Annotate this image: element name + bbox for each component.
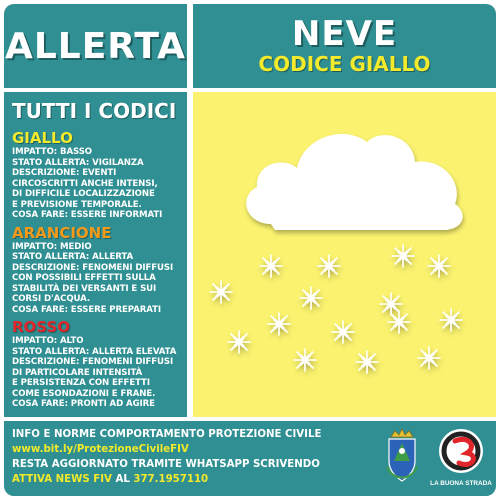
level-line: IMPATTO: MEDIO <box>12 241 92 252</box>
partner-logo-text: LA BUONA STRADA <box>430 480 492 487</box>
level-line: DI PARTICOLARE INTENSITÀ <box>12 367 143 378</box>
level-line: IMPATTO: ALTO <box>12 336 84 346</box>
codes-panel <box>4 92 187 417</box>
level-line: CON POSSIBILI EFFETTI SULLA <box>12 273 156 283</box>
footer-info: INFO E NORME COMPORTAMENTO PROTEZIONE CIVILE <box>12 429 322 440</box>
level-giallo-title: GIALLO <box>12 129 73 147</box>
level-line: E PERSISTENZA CON EFFETTI <box>12 378 150 388</box>
whatsapp-number[interactable]: 377.1957110 <box>133 474 209 485</box>
codes-title: TUTTI I CODICI <box>12 99 177 123</box>
level-line: DI DIFFICILE LOCALIZZAZIONE <box>12 189 155 199</box>
level-line: E PREVISIONE TEMPORALE. <box>12 199 142 210</box>
level-line: STATO ALLERTA: ALLERTA ELEVATA <box>12 346 177 357</box>
snow-illustration <box>193 92 496 417</box>
whatsapp-connector: AL <box>115 474 130 485</box>
level-line: STABILITÀ DEI VERSANTI E SUI <box>12 283 157 294</box>
level-rosso-title: ROSSO <box>12 318 70 336</box>
hazard-title: NEVE <box>291 14 398 54</box>
level-arancione-title: ARANCIONE <box>12 223 112 242</box>
level-arancione <box>12 225 179 316</box>
footer-whatsapp-info: RESTA AGGIORNATO TRAMITE WHATSAPP SCRIVENDO <box>12 459 320 470</box>
level-line: DESCRIZIONE: EVENTI <box>12 168 117 178</box>
level-line: COSA FARE: ESSERE PREPARATI <box>12 304 162 315</box>
level-line: IMPATTO: BASSO <box>12 147 92 157</box>
snow-cloud-icon <box>193 92 496 417</box>
level-line: COSA FARE: PRONTI AD AGIRE <box>12 399 155 409</box>
hazard-header <box>193 4 496 88</box>
level-giallo <box>12 130 179 221</box>
level-line: CORSI D'ACQUA. <box>12 294 91 304</box>
snowflakes <box>210 245 462 373</box>
footer-link[interactable]: www.bit.ly/ProtezioneCivileFIV <box>12 444 189 455</box>
level-line: STATO ALLERTA: VIGILANZA <box>12 157 144 168</box>
level-line: DESCRIZIONE: FENOMENI DIFFUSI <box>12 357 174 367</box>
alert-label: ALLERTA <box>4 25 187 67</box>
alert-header <box>4 4 187 88</box>
cloud-icon <box>246 134 462 230</box>
municipal-crest-icon <box>385 427 419 489</box>
partner-logo <box>429 425 493 491</box>
level-line: DESCRIZIONE: FENOMENI DIFFUSI <box>12 262 174 273</box>
level-line: COME ESONDAZIONI E FRANE. <box>12 388 156 399</box>
alert-code: CODICE GIALLO <box>258 52 431 76</box>
level-rosso <box>12 319 179 410</box>
footer <box>4 421 496 496</box>
level-line: COSA FARE: ESSERE INFORMATI <box>12 210 163 220</box>
whatsapp-keyword: ATTIVA NEWS FIV <box>12 474 112 485</box>
level-line: STATO ALLERTA: ALLERTA <box>12 252 134 262</box>
level-line: CIRCOSCRITTI ANCHE INTENSI, <box>12 178 158 189</box>
